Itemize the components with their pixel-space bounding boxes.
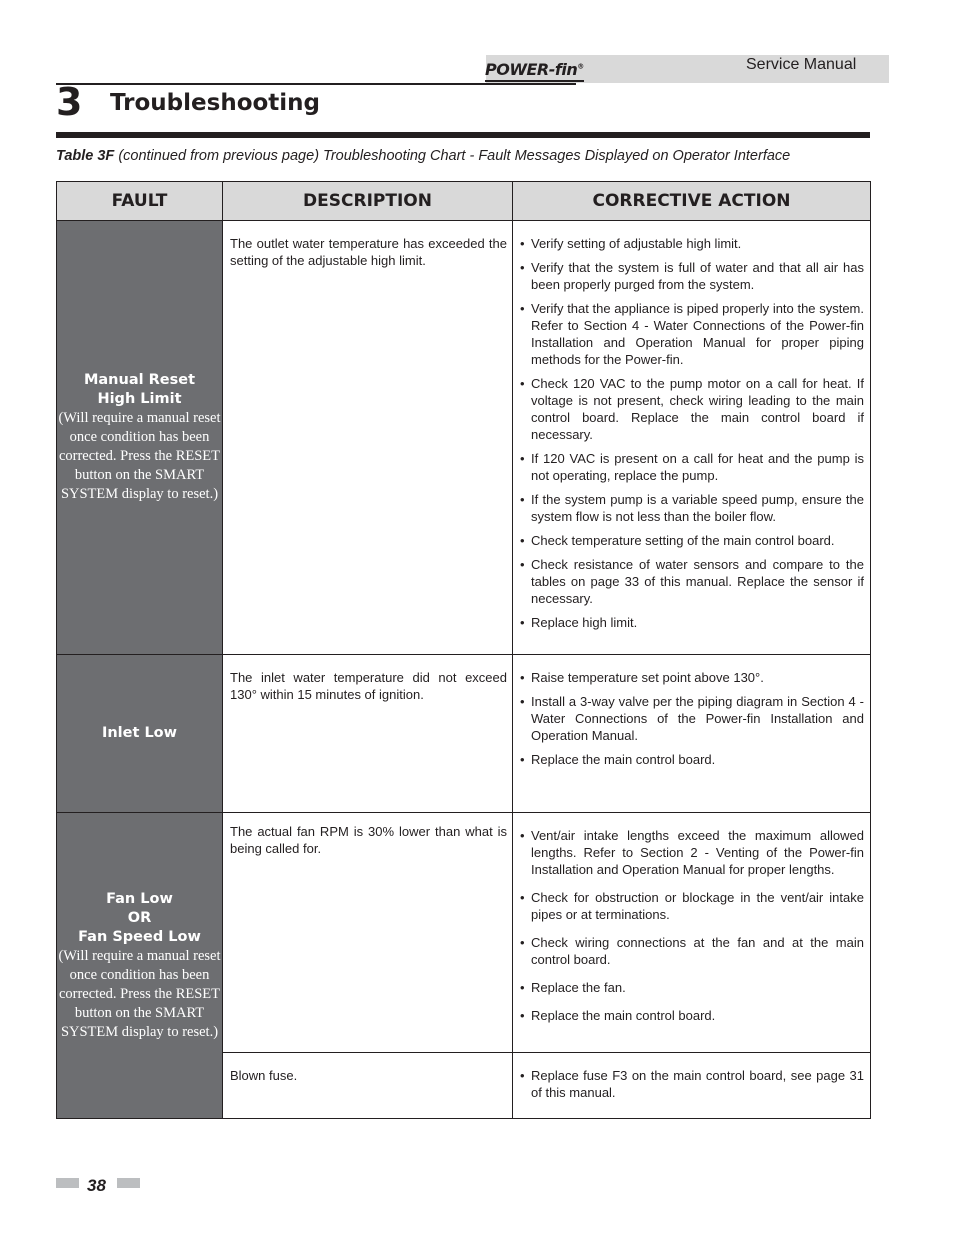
action-list — [520, 669, 864, 768]
page-bar-left — [56, 1178, 79, 1188]
action-list — [520, 827, 864, 1024]
fault-cell — [57, 813, 223, 1119]
action-item: • Check wiring connections at the fan and at the main control board. — [520, 934, 864, 968]
caption-text: (continued from previous page) Troubleshooting Chart - Fault Messages Displayed on Operator Interface — [114, 148, 791, 164]
description-cell: The actual fan RPM is 30% lower than what is being called for. — [223, 813, 513, 1053]
title-rule — [56, 132, 870, 138]
fault-cell — [57, 655, 223, 813]
action-cell — [513, 813, 871, 1053]
troubleshooting-table — [56, 181, 871, 1119]
table-row — [57, 813, 871, 1053]
action-item: • Check temperature setting of the main control board. — [520, 532, 864, 549]
action-column-header: CORRECTIVE ACTION — [513, 182, 871, 221]
description-column-header: DESCRIPTION — [223, 182, 513, 221]
logo-text: POWER-fin — [485, 60, 578, 79]
action-item: • Replace the main control board. — [520, 751, 864, 768]
chapter-title: Troubleshooting — [110, 90, 321, 116]
action-list — [520, 1067, 864, 1101]
action-list — [520, 235, 864, 631]
table-header-row — [57, 182, 871, 221]
power-fin-logo — [485, 60, 584, 82]
action-item: • If 120 VAC is present on a call for heat and the pump is not operating, replace the pump. — [520, 450, 864, 484]
action-cell — [513, 655, 871, 813]
fault-column-header: FAULT — [57, 182, 223, 221]
description-cell: Blown fuse. — [223, 1053, 513, 1119]
action-item: • Check 120 VAC to the pump motor on a call for heat. If voltage is not present, check wiring leading to the main control board. Replace the main control board if necessary. — [520, 375, 864, 443]
page-bar-right — [117, 1178, 140, 1188]
header-rule — [56, 83, 576, 85]
action-item: • Replace the fan. — [520, 979, 864, 996]
action-item: • Check resistance of water sensors and compare to the tables on page 33 of this manual. Replace the sensor if necessary. — [520, 556, 864, 607]
description-cell: The outlet water temperature has exceeded the setting of the adjustable high limit. — [223, 221, 513, 655]
fault-name: Manual Reset High Limit — [83, 372, 196, 407]
chapter-number: 3 — [56, 80, 83, 124]
table-id: Table 3F — [56, 148, 115, 164]
fault-note: (Will require a manual reset once condition has been corrected. Press the RESET button on the SMART SYSTEM display to reset.) — [58, 947, 221, 1040]
action-item: • Install a 3-way valve per the piping diagram in Section 4 - Water Connections of the Power-fin Installation and Operation Manual. — [520, 693, 864, 744]
table-row — [57, 221, 871, 655]
manual-label: Service Manual — [746, 56, 857, 73]
fault-note: (Will require a manual reset once condition has been corrected. Press the RESET button on the SMART SYSTEM display to reset.) — [58, 410, 221, 502]
table-caption — [56, 148, 790, 164]
action-item: • If the system pump is a variable speed pump, ensure the system flow is not less than the boiler flow. — [520, 491, 864, 525]
action-item: • Replace high limit. — [520, 614, 864, 631]
action-item: • Verify that the system is full of water and that all air has been properly purged from the system. — [520, 259, 864, 293]
action-item: • Vent/air intake lengths exceed the maximum allowed lengths. Refer to Section 2 - Venting of the Power-fin Installation and Operation Manual for proper lengths. — [520, 827, 864, 878]
description-cell: The inlet water temperature did not exceed 130° within 15 minutes of ignition. — [223, 655, 513, 813]
action-cell — [513, 221, 871, 655]
action-item: • Replace fuse F3 on the main control board, see page 31 of this manual. — [520, 1067, 864, 1101]
table-row — [57, 655, 871, 813]
action-item: • Check for obstruction or blockage in the vent/air intake pipes or at terminations. — [520, 889, 864, 923]
action-item: • Raise temperature set point above 130°. — [520, 669, 864, 686]
page-number: 38 — [87, 1176, 106, 1195]
action-item: • Verify that the appliance is piped properly into the system. Refer to Section 4 - Water Connections of the Power-fin Installation and Operation Manual for proper piping methods for the Power-fin. — [520, 300, 864, 368]
action-item: • Replace the main control board. — [520, 1007, 864, 1024]
fault-cell — [57, 221, 223, 655]
action-cell — [513, 1053, 871, 1119]
fault-name: Fan Low OR Fan Speed Low — [78, 890, 201, 945]
action-item: • Verify setting of adjustable high limit. — [520, 235, 864, 252]
registered-mark: ® — [577, 62, 584, 71]
fault-name: Inlet Low — [101, 725, 178, 741]
